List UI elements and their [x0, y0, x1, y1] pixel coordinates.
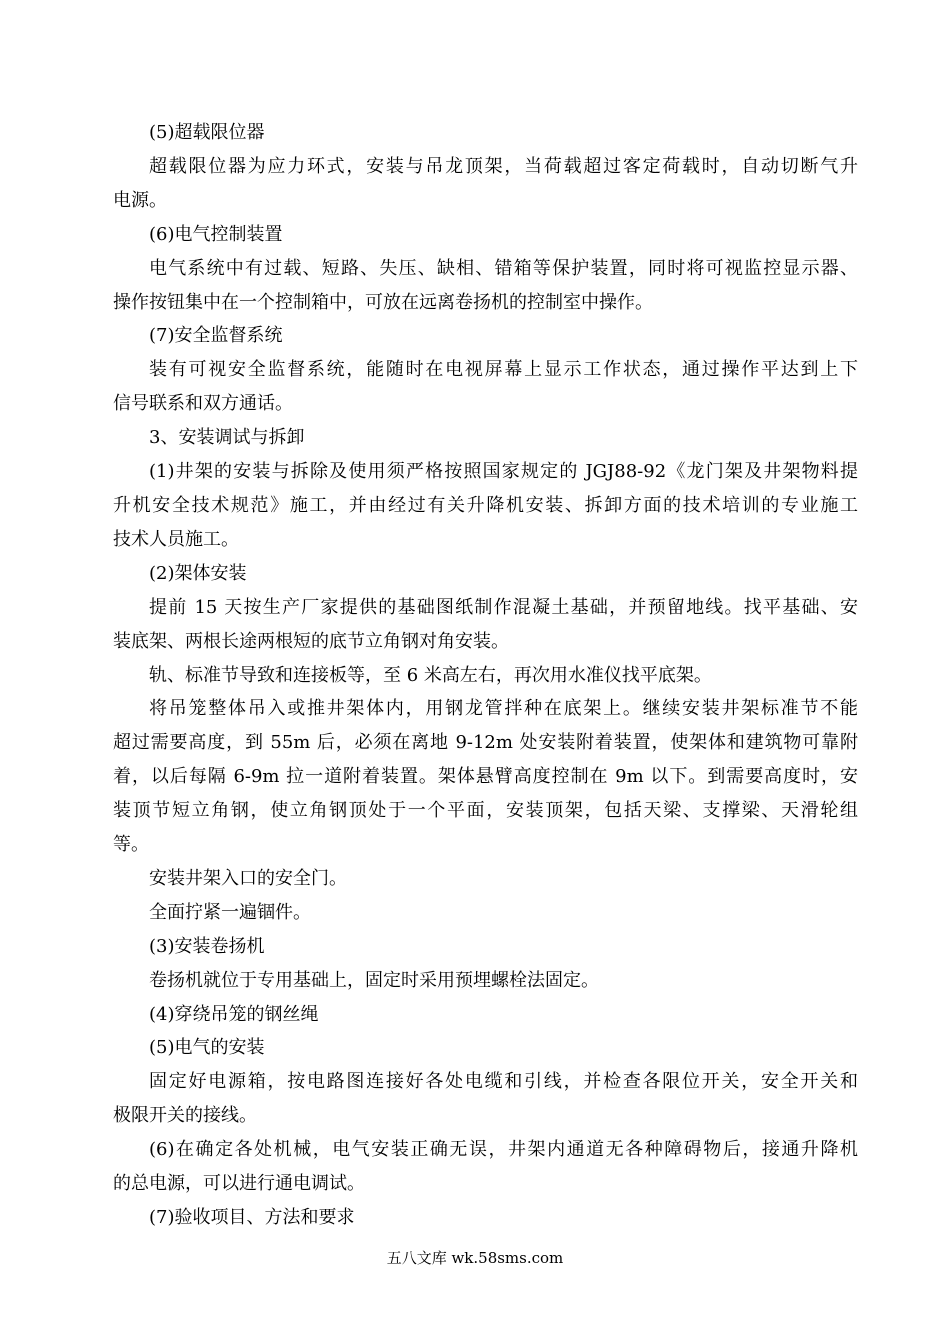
text-line: 等。 [113, 834, 149, 856]
text-line: (6)电气控制装置 [149, 223, 283, 245]
text-line: 超过需要高度，到 55m 后，必须在离地 9-12m 处安装附着装置，使架体和建筑物可靠附 [113, 732, 858, 754]
text-line: 电气系统中有过载、短路、失压、缺相、错箱等保护装置，同时将可视监控显示器、 [149, 257, 858, 279]
text-line: (2)架体安装 [149, 562, 247, 584]
text-line: 装顶节短立角钢，使立角钢顶处于一个平面，安装顶架，包括天梁、支撑梁、天滑轮组 [113, 800, 858, 822]
text-line: (3)安装卷扬机 [149, 935, 265, 957]
text-line: 装有可视安全监督系统，能随时在电视屏幕上显示工作状态，通过操作平达到上下 [149, 359, 858, 381]
page-footer: 五八文库 wk.58sms.com [386, 1249, 564, 1267]
text-line: (1)井架的安装与拆除及使用须严格按照国家规定的 JGJ88-92《龙门架及井架物料提 [149, 461, 858, 483]
text-line: 着，以后每隔 6-9m 拉一道附着装置。架体悬臂高度控制在 9m 以下。到需要高度时，安 [113, 766, 858, 788]
text-line: 将吊笼整体吊入或推井架体内，用钢龙管拌种在底架上。继续安装井架标准节不能 [149, 698, 858, 720]
text-line: 3、安装调试与拆卸 [149, 427, 305, 449]
text-line: (7)验收项目、方法和要求 [149, 1207, 355, 1228]
text-line: 超载限位器为应力环式，安装与吊龙顶架，当荷载超过客定荷载时，自动切断气升 [149, 155, 858, 177]
text-line: 操作按钮集中在一个控制箱中，可放在远离卷扬机的控制室中操作。 [113, 291, 653, 313]
text-line: 的总电源，可以进行通电调试。 [113, 1173, 365, 1195]
text-line: 安装井架入口的安全门。 [149, 867, 347, 889]
text-line: (5)超载限位器 [149, 122, 265, 143]
text-line: 装底架、两根长途两根短的底节立角钢对角安装。 [113, 630, 509, 652]
text-line: 卷扬机就位于专用基础上，固定时采用预埋螺栓法固定。 [149, 969, 599, 991]
text-line: 轨、标准节导致和连接板等，至 6 米高左右，再次用水准仪找平底架。 [149, 664, 712, 686]
text-line: (4)穿绕吊笼的钢丝绳 [149, 1003, 319, 1025]
text-line: 固定好电源箱，按电路图连接好各处电缆和引线，并检查各限位开关，安全开关和 [149, 1071, 858, 1093]
text-line: 电源。 [113, 189, 167, 211]
text-line: 升机安全技术规范》施工，并由经过有关升降机安装、拆卸方面的技术培训的专业施工 [113, 494, 858, 516]
text-line: 全面拧紧一遍锢件。 [149, 901, 311, 923]
document-body [113, 116, 858, 1235]
text-line: (6)在确定各处机械，电气安装正确无误，井架内通道无各种障碍物后，接通升降机 [149, 1139, 858, 1161]
text-line: (7)安全监督系统 [149, 325, 283, 347]
text-line: 极限开关的接线。 [113, 1105, 257, 1127]
text-line: (5)电气的安装 [149, 1037, 265, 1059]
text-line: 提前 15 天按生产厂家提供的基础图纸制作混凝土基础，并预留地线。找平基础、安 [149, 596, 858, 618]
text-line: 技术人员施工。 [113, 528, 239, 550]
text-line: 信号联系和双方通话。 [113, 393, 293, 415]
